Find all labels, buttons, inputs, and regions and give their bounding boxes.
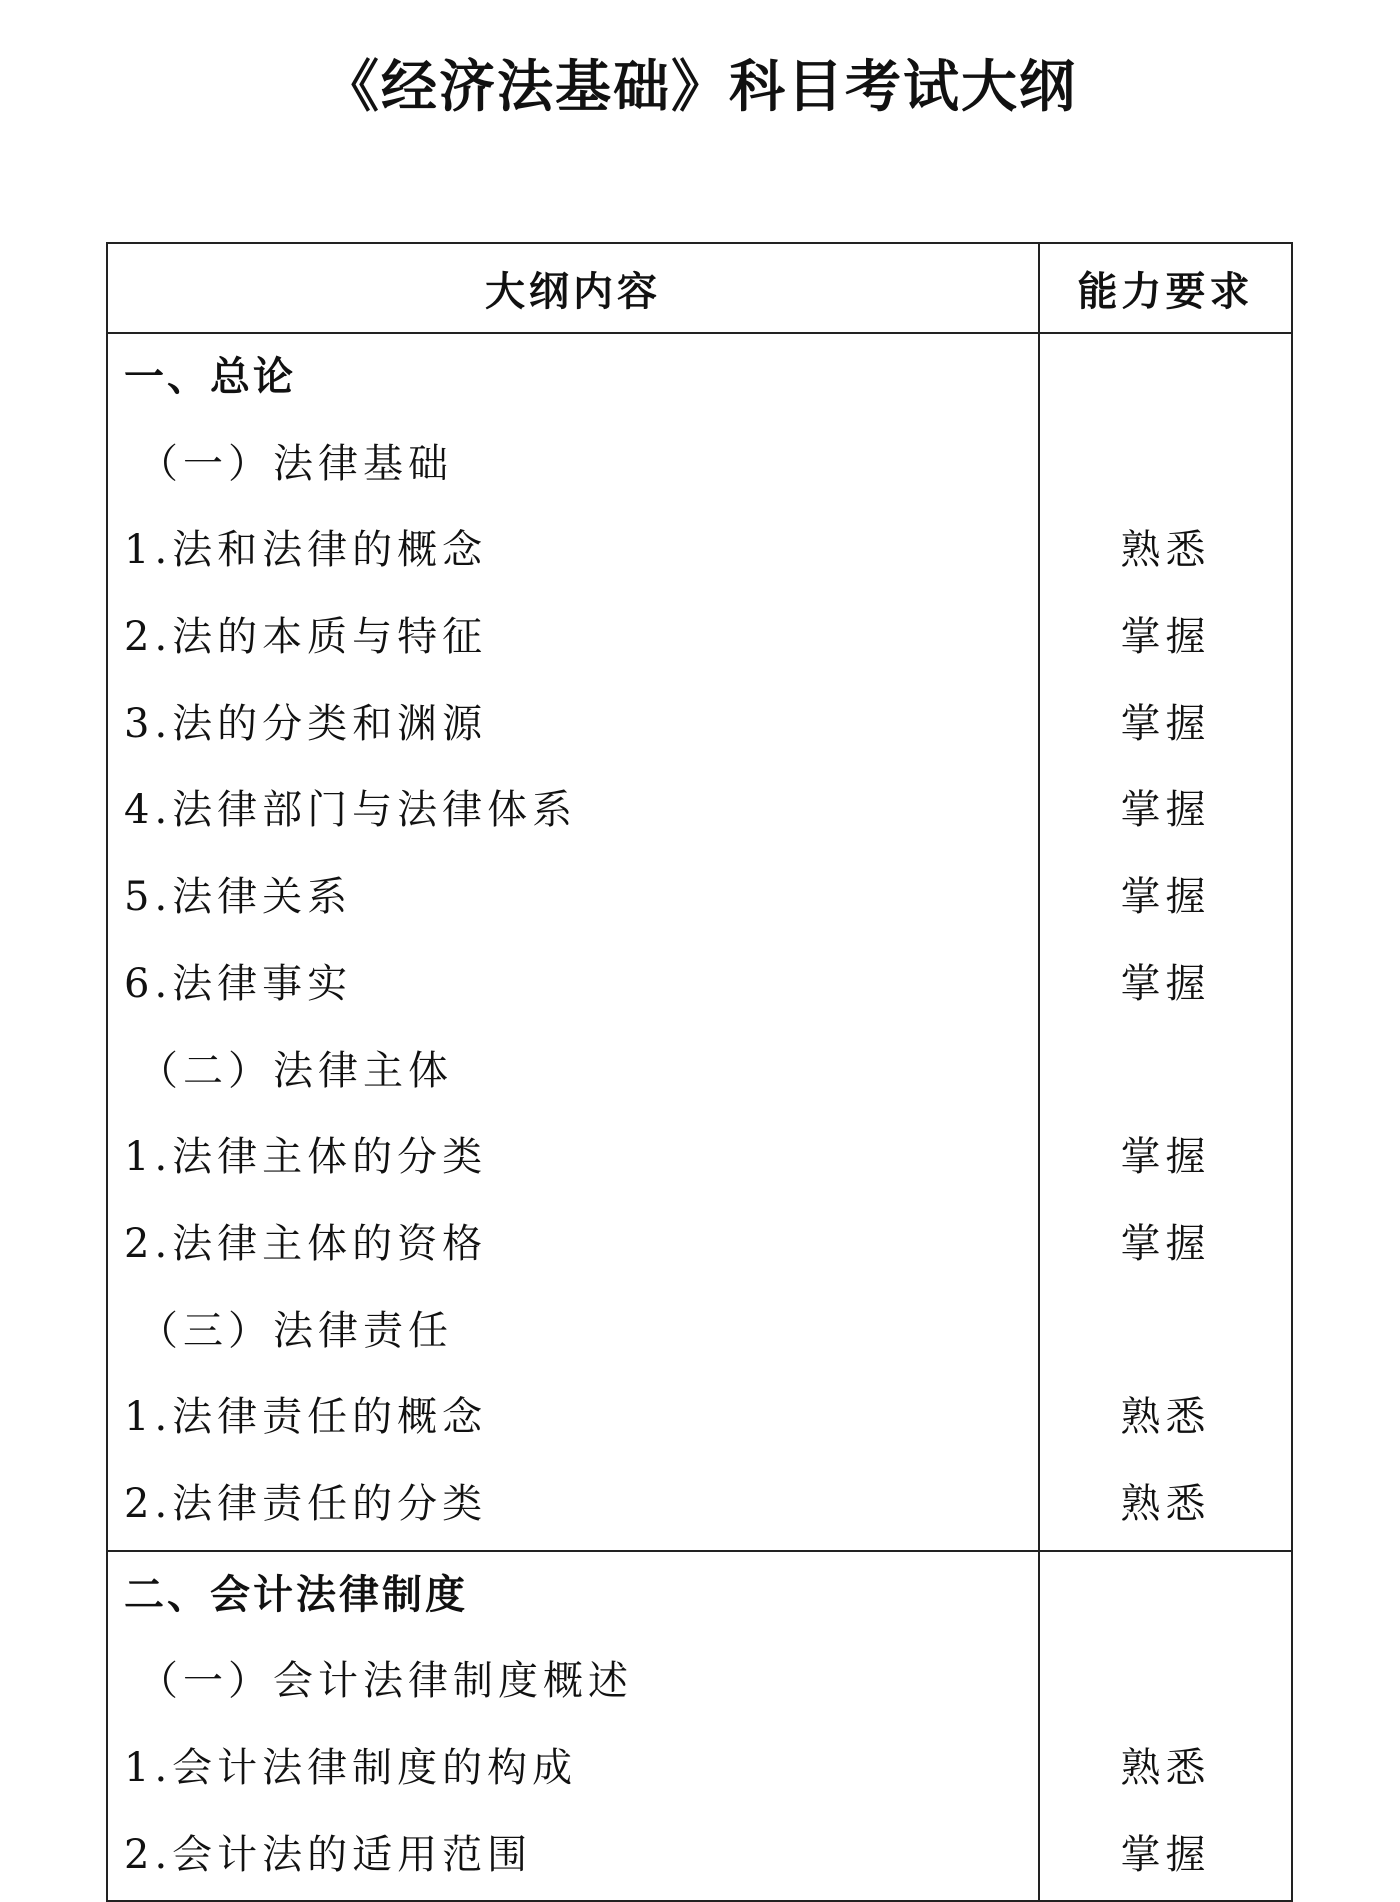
requirement-label: 掌握: [1120, 1220, 1211, 1267]
outline-item: 4.法律部门与法律体系: [124, 787, 578, 834]
content-cell: [107, 1551, 1039, 1902]
table-body: [107, 333, 1292, 1901]
requirement-cell: [1039, 1551, 1292, 1902]
requirement-label: 熟悉: [1120, 1745, 1211, 1791]
requirement-label: 掌握: [1120, 1134, 1211, 1181]
requirement-label: [1040, 1552, 1291, 1639]
section-heading: （一）会计法律制度概述: [138, 1658, 633, 1705]
outline-item: 2.法的本质与特征: [124, 614, 488, 661]
table-header-row: [107, 243, 1292, 333]
requirement-label: 熟悉: [1120, 527, 1211, 574]
outline-item: 2.法律责任的分类: [124, 1480, 488, 1527]
content-cell: [107, 333, 1039, 1551]
requirement-label: 掌握: [1120, 787, 1211, 834]
outline-item: 1.会计法律制度的构成: [124, 1745, 578, 1791]
outline-item: 1.法律责任的概念: [124, 1394, 488, 1441]
header-content: 大纲内容: [107, 243, 1039, 333]
section-heading: （三）法律责任: [138, 1307, 453, 1354]
section-heading: （二）法律主体: [138, 1047, 453, 1094]
requirement-cell: [1039, 333, 1292, 1551]
document-title: 《经济法基础》科目考试大纲: [323, 55, 1077, 120]
chapter-block: [107, 333, 1292, 1551]
chapter-block: [107, 1551, 1292, 1902]
syllabus-table: [106, 242, 1293, 1902]
chapter-heading: 一、总论: [124, 354, 296, 400]
requirement-label: [1040, 1028, 1291, 1115]
chapter-heading: 二、会计法律制度: [124, 1571, 468, 1618]
requirement-label: 掌握: [1120, 1831, 1211, 1878]
requirement-label: 熟悉: [1120, 1480, 1211, 1527]
requirement-label: 掌握: [1120, 960, 1211, 1007]
requirement-label: 掌握: [1120, 700, 1211, 747]
outline-item: 1.法和法律的概念: [124, 527, 488, 574]
outline-item: 5.法律关系: [124, 874, 353, 921]
section-heading: （一）法律基础: [138, 440, 453, 487]
requirement-label: [1040, 1288, 1291, 1375]
outline-item: 1.法律主体的分类: [124, 1134, 488, 1181]
outline-item: 2.法律主体的资格: [124, 1220, 488, 1267]
requirement-label: [1040, 334, 1291, 421]
requirement-label: [1040, 1638, 1291, 1725]
requirement-label: 掌握: [1120, 614, 1211, 661]
header-requirement: 能力要求: [1039, 243, 1292, 333]
outline-item: 3.法的分类和渊源: [124, 700, 488, 747]
requirement-label: 掌握: [1120, 874, 1211, 921]
outline-item: 2.会计法的适用范围: [124, 1831, 533, 1878]
requirement-label: 熟悉: [1120, 1394, 1211, 1441]
outline-item: 6.法律事实: [124, 960, 353, 1007]
requirement-label: [1040, 421, 1291, 508]
